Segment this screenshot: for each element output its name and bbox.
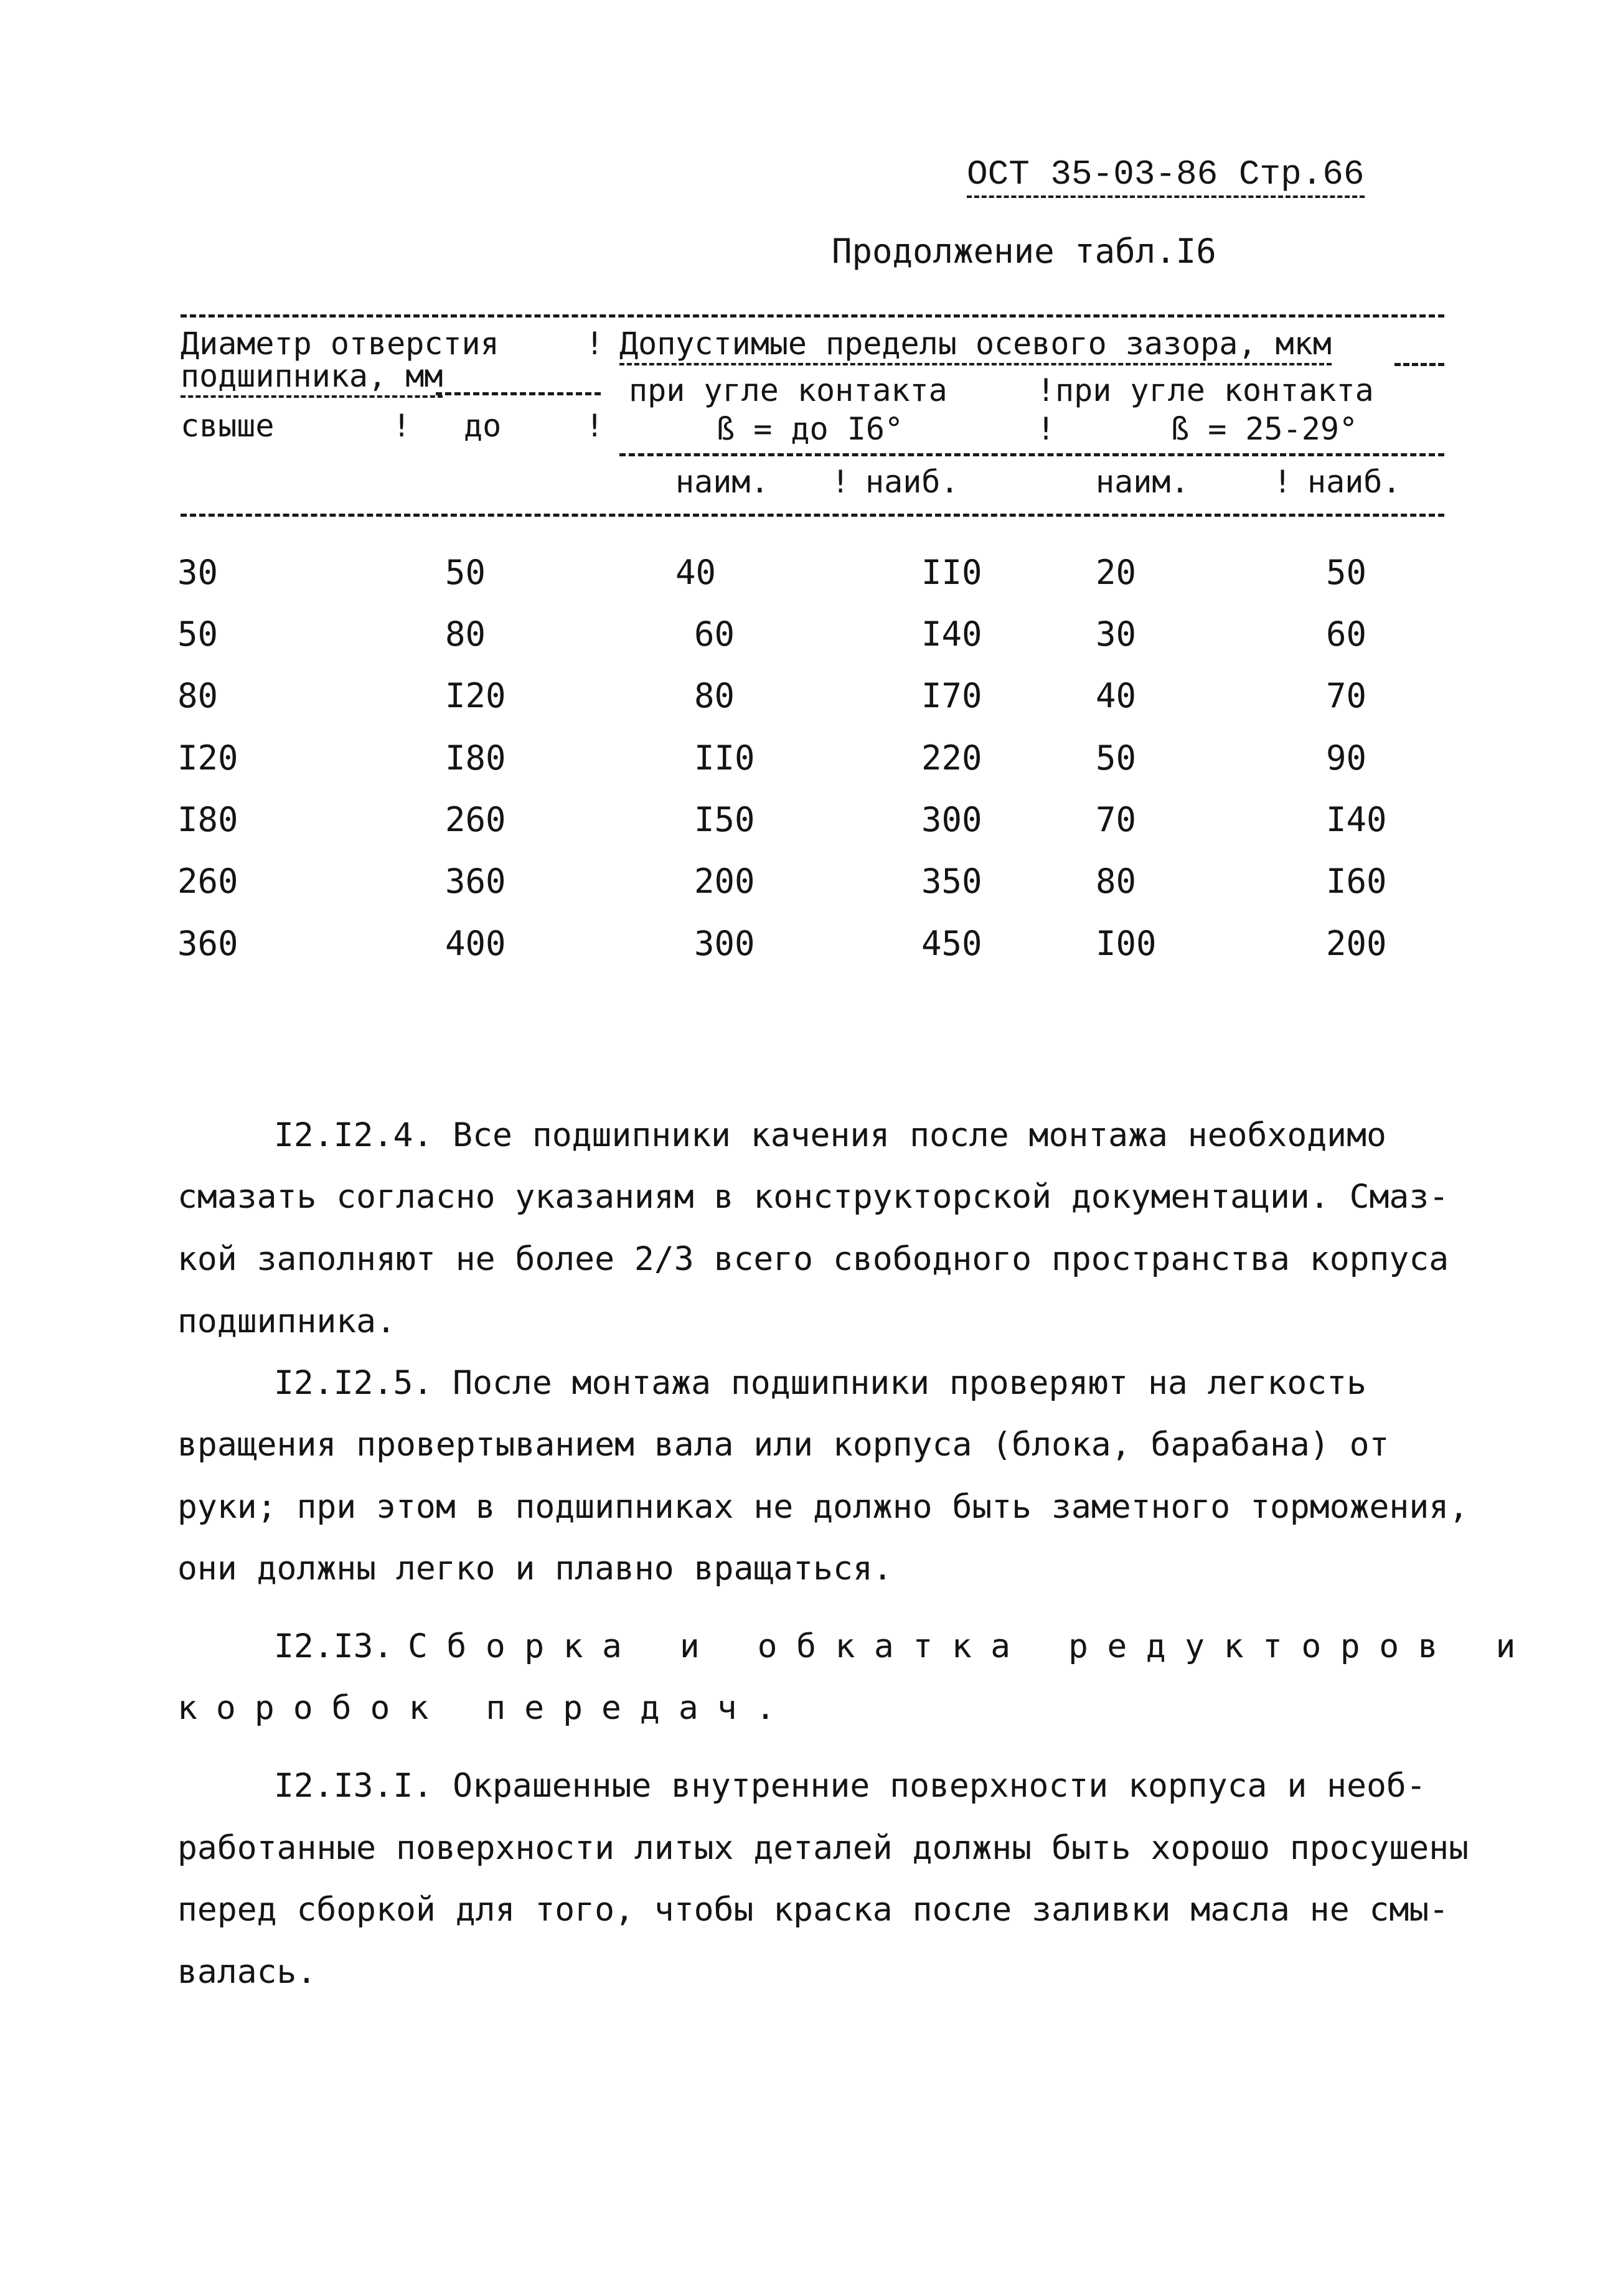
table-cell: 200: [694, 862, 755, 901]
table-cell: I40: [921, 614, 982, 654]
paragraph-line: они должны легко и плавно вращаться.: [177, 1550, 893, 1588]
table-cell: 260: [177, 862, 238, 901]
table-cell: 30: [1096, 614, 1137, 654]
table-cell: 60: [1326, 614, 1367, 654]
paragraph-line: I2.I2.5. После монтажа подшипники проверяют на легкость: [274, 1364, 1366, 1402]
min-max-separator-2: !: [1273, 464, 1292, 500]
angle2-value: ß = 25-29°: [1170, 411, 1358, 447]
table-caption: Продолжение табл.I6: [832, 232, 1216, 271]
table-cell: 360: [445, 862, 506, 901]
table-top-rule: [181, 314, 1444, 318]
max-label-1: наиб.: [865, 464, 959, 500]
table-cell: I20: [177, 738, 238, 778]
angle-rule: [619, 453, 1444, 456]
table-cell: I40: [1326, 800, 1387, 839]
table-cell: 360: [177, 924, 238, 963]
angle2-separator: !: [1037, 372, 1056, 408]
header-separator: !: [585, 326, 604, 362]
angle1-label: при угле контакта: [629, 372, 948, 408]
section-title-line2: коробок передач.: [177, 1689, 794, 1727]
table-cell: 260: [445, 800, 506, 839]
paragraph-line: подшипника.: [177, 1302, 396, 1340]
table-cell: 40: [675, 553, 717, 592]
table-cell: 80: [177, 676, 219, 715]
paragraph-line: валась.: [177, 1953, 317, 1991]
paragraph-line: кой заполняют не более 2/3 всего свободного пространства корпуса: [177, 1240, 1449, 1278]
table-cell: 50: [177, 614, 219, 654]
table-cell: 50: [1326, 553, 1367, 592]
section-title-line1: Сборка и обкатка редукторов и: [408, 1627, 1535, 1665]
table-cell: I60: [1326, 862, 1387, 901]
table-cell: 90: [1326, 738, 1367, 778]
table-cell: 300: [694, 924, 755, 963]
angle1-value: ß = до I6°: [716, 411, 904, 447]
min-max-separator-1: !: [831, 464, 850, 500]
table-cell: 70: [1326, 676, 1367, 715]
paragraph-line: I2.I3.I. Окрашенные внутренние поверхности корпуса и необ-: [274, 1767, 1426, 1805]
min-label-1: наим.: [675, 464, 769, 500]
table-cell: 200: [1326, 924, 1387, 963]
page-header: ОСТ 35-03-86 Стр.66: [967, 154, 1365, 194]
table-cell: II0: [921, 553, 982, 592]
table-cell: 30: [177, 553, 219, 592]
table-cell: 80: [445, 614, 486, 654]
table-cell: 80: [694, 676, 735, 715]
min-label-2: наим.: [1096, 464, 1190, 500]
paragraph-line: руки; при этом в подшипниках не должно быть заметного торможения,: [177, 1488, 1469, 1526]
angle2-label: при угле контакта: [1055, 372, 1374, 408]
paragraph-line: I2.I2.4. Все подшипники качения после монтажа необходимо: [274, 1116, 1386, 1154]
table-cell: I80: [445, 738, 506, 778]
paragraph-line: работанные поверхности литых деталей должны быть хорошо просушены: [177, 1829, 1469, 1867]
section-number: I2.I3.: [274, 1627, 393, 1665]
table-cell: 220: [921, 738, 982, 778]
sub-upto: до: [464, 408, 502, 444]
table-cell: I80: [177, 800, 238, 839]
paragraph-line: смазать согласно указаниям в конструкторской документации. Смаз-: [177, 1178, 1449, 1216]
table-cell: 50: [445, 553, 486, 592]
col1-header-line2: подшипника, мм: [181, 358, 443, 394]
sub-over: свыше: [181, 408, 275, 444]
table-cell: 60: [694, 614, 735, 654]
col1-header-rule: [436, 392, 601, 395]
table-cell: 50: [1096, 738, 1137, 778]
col1-header-line1: Диаметр отверстия: [181, 326, 499, 362]
table-cell: 350: [921, 862, 982, 901]
table-cell: 300: [921, 800, 982, 839]
table-cell: I50: [694, 800, 755, 839]
table-cell: 400: [445, 924, 506, 963]
table-cell: 450: [921, 924, 982, 963]
sub-separator-2: !: [585, 408, 604, 444]
table-cell: I00: [1096, 924, 1157, 963]
paragraph-line: перед сборкой для того, чтобы краска после заливки масла не смы-: [177, 1891, 1449, 1929]
table-cell: 70: [1096, 800, 1137, 839]
table-cell: II0: [694, 738, 755, 778]
group-header-rule-tail: [1394, 363, 1444, 366]
table-cell: 40: [1096, 676, 1137, 715]
table-cell: 20: [1096, 553, 1137, 592]
table-header-bottom-rule: [181, 514, 1444, 517]
table-cell: I20: [445, 676, 506, 715]
table-cell: 80: [1096, 862, 1137, 901]
group-header: Допустимые пределы осевого зазора, мкм: [619, 326, 1332, 362]
table-cell: I70: [921, 676, 982, 715]
paragraph-line: вращения провертыванием вала или корпуса (блока, барабана) от: [177, 1426, 1390, 1464]
sub-separator: !: [392, 408, 411, 444]
max-label-2: наиб.: [1307, 464, 1401, 500]
angle2-separator-2: !: [1037, 411, 1056, 447]
